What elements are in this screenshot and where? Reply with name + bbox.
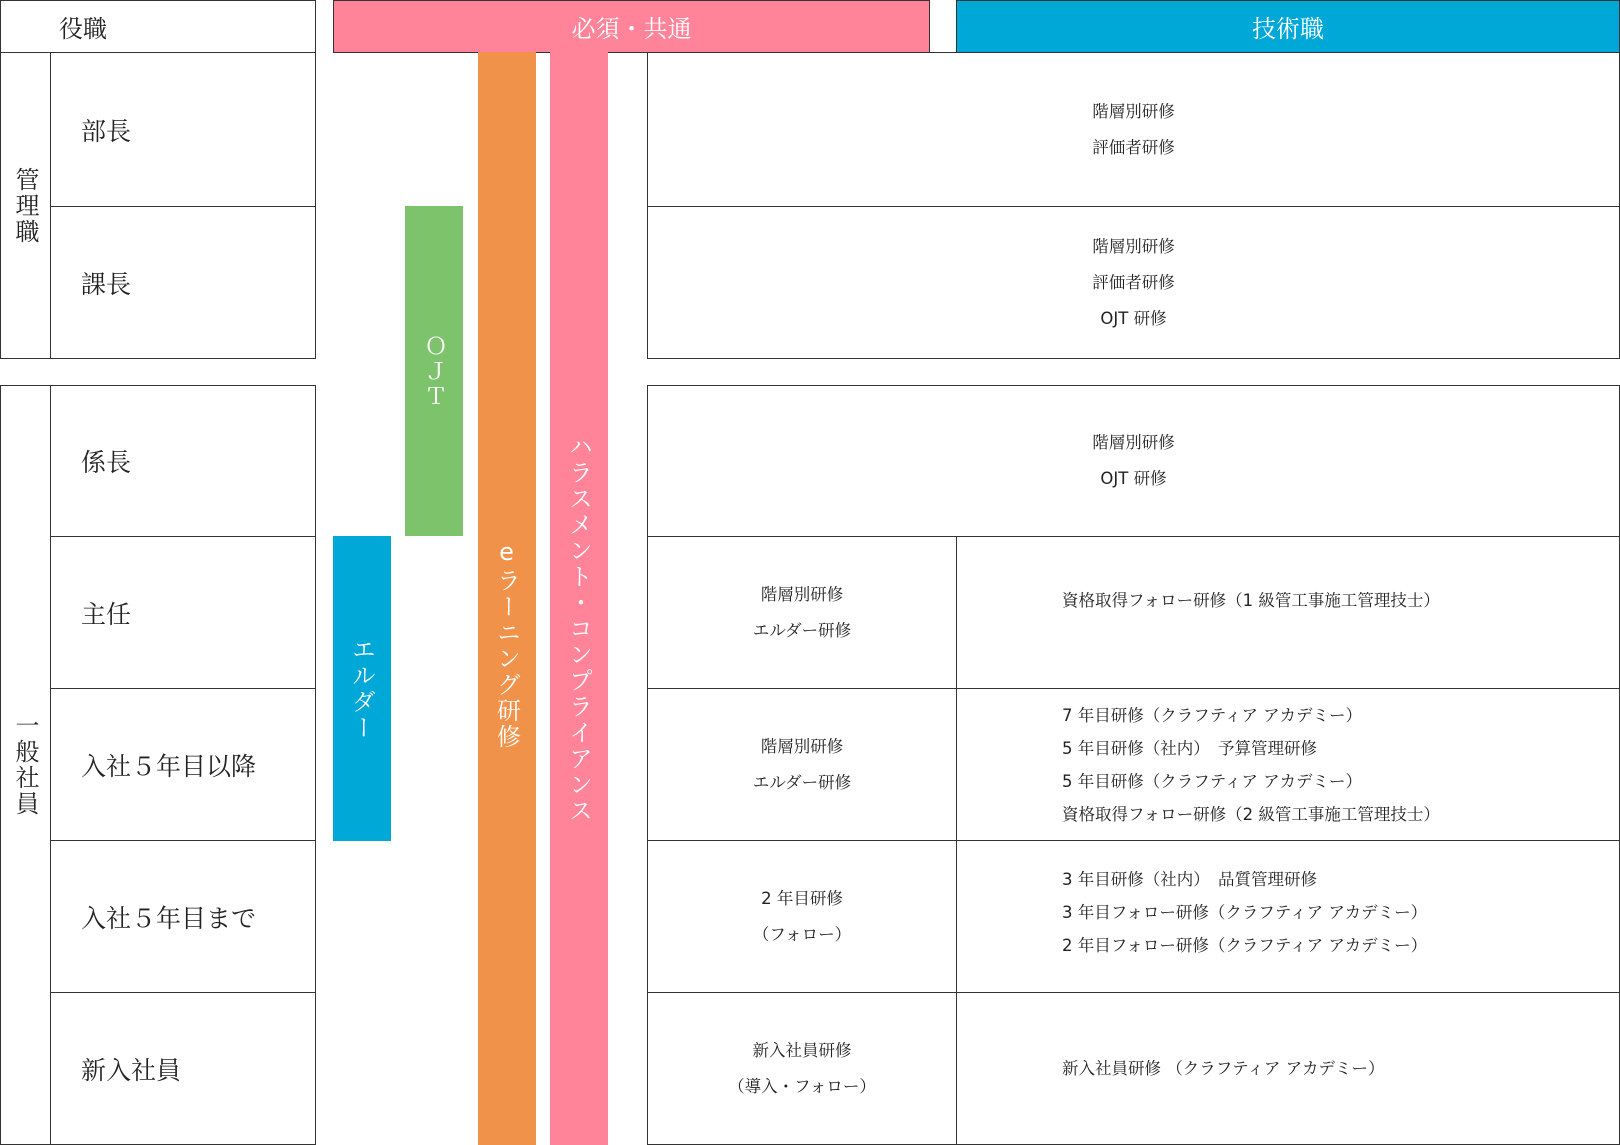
role-column-header-label: 役職 bbox=[59, 15, 107, 43]
training-item: OJT 研修 bbox=[1100, 469, 1167, 488]
training-item: 階層別研修 bbox=[760, 584, 844, 604]
training-item: 3 年目フォロー研修（クラフティア アカデミー） bbox=[1062, 903, 1428, 922]
training-upto5-left bbox=[647, 840, 957, 993]
ojt-bar bbox=[405, 206, 463, 536]
role-label: 主任 bbox=[81, 599, 132, 629]
group-general-label: 一般社員 bbox=[11, 713, 39, 817]
technical-column-header bbox=[956, 0, 1620, 53]
group-general bbox=[0, 385, 51, 1145]
training-item: エルダー研修 bbox=[752, 620, 852, 640]
role-label: 部長 bbox=[81, 116, 132, 146]
training-item: （導入・フォロー） bbox=[728, 1076, 876, 1096]
training-item: 5 年目研修（クラフティア アカデミー） bbox=[1062, 771, 1363, 791]
training-item: 3 年目研修（社内） 品質管理研修 bbox=[1062, 870, 1317, 889]
training-item: 5 年目研修（社内） 予算管理研修 bbox=[1062, 738, 1317, 758]
training-kacho bbox=[647, 206, 1620, 359]
common-column-header bbox=[333, 0, 930, 53]
role-shunin bbox=[50, 536, 316, 689]
training-item: 2 年目フォロー研修（クラフティア アカデミー） bbox=[1062, 936, 1428, 955]
training-item: 階層別研修 bbox=[760, 736, 844, 756]
training-item: 資格取得フォロー研修（2 級管工事施工管理技士） bbox=[1062, 804, 1440, 824]
group-management bbox=[0, 52, 51, 359]
role-label: 入社５年目まで bbox=[81, 903, 257, 933]
role-label: 係長 bbox=[81, 448, 132, 477]
training-year5plus-left bbox=[647, 688, 957, 841]
harassment-bar-label: ハラスメント・コンプライアンス bbox=[564, 433, 593, 824]
role-kacho bbox=[50, 206, 316, 359]
role-column-header bbox=[0, 0, 316, 53]
training-item: 2 年目研修 bbox=[761, 888, 843, 908]
training-item: 評価者研修 bbox=[1092, 272, 1175, 292]
training-bucho bbox=[647, 52, 1620, 207]
role-bucho bbox=[50, 52, 316, 207]
role-kakaricho bbox=[50, 385, 316, 537]
training-item: エルダー研修 bbox=[752, 772, 852, 792]
training-kakaricho bbox=[647, 385, 1620, 537]
training-upto5-right bbox=[956, 840, 1620, 993]
group-management-label: 管理職 bbox=[11, 166, 39, 245]
elearning-bar-label: eラーニング研修 bbox=[492, 537, 521, 750]
training-year5plus-right bbox=[956, 688, 1620, 841]
training-item: 階層別研修 bbox=[1092, 101, 1175, 121]
role-label: 新入社員 bbox=[81, 1055, 182, 1085]
role-newhire bbox=[50, 992, 316, 1145]
training-item: 新入社員研修 （クラフティア アカデミー） bbox=[1062, 1058, 1385, 1078]
ojt-bar-label: ＯＪＴ bbox=[420, 333, 447, 409]
training-item: （フォロー） bbox=[752, 924, 852, 944]
role-year5plus bbox=[50, 688, 316, 841]
training-shunin-left bbox=[647, 536, 957, 689]
training-item: 評価者研修 bbox=[1092, 137, 1175, 157]
role-label: 課長 bbox=[81, 269, 132, 299]
role-upto5 bbox=[50, 840, 316, 993]
training-item: OJT 研修 bbox=[1100, 308, 1167, 328]
training-item: 階層別研修 bbox=[1092, 433, 1175, 452]
harassment-bar bbox=[550, 52, 608, 1145]
training-shunin-right bbox=[956, 536, 1620, 689]
role-label: 入社５年目以降 bbox=[81, 751, 257, 781]
training-newhire-left bbox=[647, 992, 957, 1145]
training-item: 階層別研修 bbox=[1092, 236, 1175, 256]
training-newhire-right bbox=[956, 992, 1620, 1145]
elder-bar bbox=[333, 536, 391, 841]
elearning-bar bbox=[478, 52, 536, 1145]
elder-bar-label: エルダー bbox=[347, 636, 376, 741]
technical-column-header-label: 技術職 bbox=[1252, 15, 1324, 43]
training-item: 資格取得フォロー研修（1 級管工事施工管理技士） bbox=[1062, 591, 1440, 610]
common-column-header-label: 必須・共通 bbox=[571, 15, 692, 43]
training-item: 新入社員研修 bbox=[752, 1040, 852, 1060]
training-item: 7 年目研修（クラフティア アカデミー） bbox=[1062, 705, 1363, 725]
